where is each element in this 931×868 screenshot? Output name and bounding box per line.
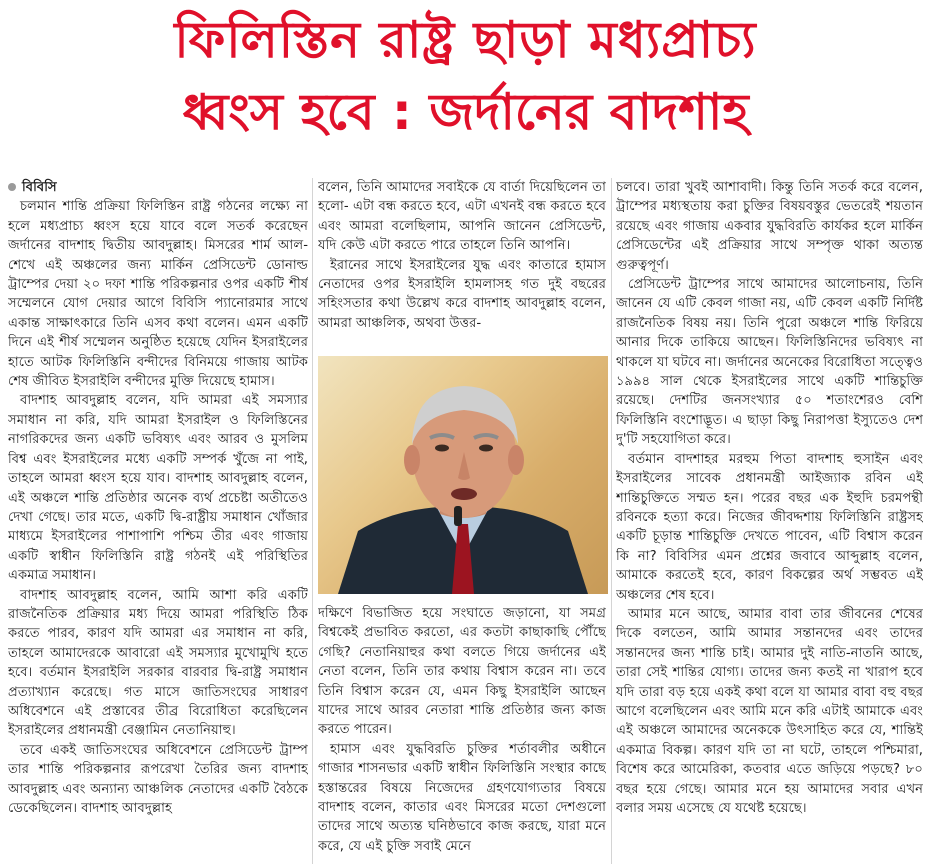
headline-line-2: ধ্বংস হবে : জর্দানের বাদশাহ xyxy=(182,83,749,141)
paragraph: আমার মনে আছে, আমার বাবা তার জীবনের শেষের দিকে বলতেন, আমি আমার সন্তানদের এবং তাদের সন্তানদের জন্য শান্তি চাই। আমার দুই নাতি-নাতনি আছে, তারা সেই শান্তির যোগ্য। তাদের জন্য কতই না খারাপ হবে যদি তারা বড় হয়ে একই কথা বলে যা আমার বাবা বহু বছর আগে বলেছিলেন এবং আমি মনে করি এটাই আমাকে এবং এই অঞ্চলে আমাদের অনেককে উৎসাহিত করে যে, শান্তিই একমাত্র বিকল্প। কারণ যদি তা না ঘটে, তাহলে পশ্চিমারা, বিশেষ করে আমেরিকা, কতবার এতে জড়িয়ে পড়ছে? ৮০ বছর হয়ে গেছে। আমার মনে হয় আমাদের সবার এখন বলার সময় এসেছে যে যথেষ্ট হয়েছে। xyxy=(616,606,923,816)
column-divider xyxy=(312,178,313,864)
column-divider xyxy=(611,178,612,864)
article-column-3 xyxy=(616,178,923,864)
eye xyxy=(479,445,493,452)
article-column-1 xyxy=(8,178,308,864)
headline-line-1: ফিলিস্তিন রাষ্ট্র ছাড়া মধ্যপ্রাচ্য xyxy=(174,11,757,69)
paragraph: বর্তমান বাদশাহর মরহুম পিতা বাদশাহ হুসাইন এবং ইসরাইলের সাবেক প্রধানমন্ত্রী আইজ্যাক রবিন এই শান্তিচুক্তিতে সম্মত হন। পরের বছর এক ইহুদি চরমপন্থী রবিনকে হত্যা করে। নিজের জীবদ্দশায় ফিলিস্তিনি রাষ্ট্রসহ একটি চূড়ান্ত শান্তিচুক্তি দেখতে পাবেন, এটি বিশ্বাস করেন কি না? বিবিসির এমন প্রশ্নের জবাবে আব্দুল্লাহ বলেন, আমাকে করতেই হবে, কারণ বিকল্পের অর্থ সম্ভবত এই অঞ্চলের শেষ হবে। xyxy=(616,451,923,603)
paragraph: দক্ষিণে বিভাজিত হয়ে সংঘাতে জড়ানো, যা সমগ্র বিশ্বকেই প্রভাবিত করতো, এর কতটা কাছাকাছি পৌঁছে গেছি? নেতানিয়াহুর কথা বলতে গিয়ে জর্দানের এই নেতা বলেন, তিনি তার কথায় বিশ্বাস করেন না। তবে তিনি বিশ্বাস করেন যে, এমন কিছু ইসরাইলি আছেন যাদের সাথে আরব নেতারা শান্তি প্রতিষ্ঠার জন্য কাজ করতে পারেন। xyxy=(318,606,606,738)
bullet-icon xyxy=(8,183,16,191)
column-2-top-text xyxy=(318,178,606,350)
paragraph: তবে একই জাতিসংঘের অধিবেশনে প্রেসিডেন্ট ট্রাম্প তার শান্তি পরিকল্পনার রূপরেখা তৈরির জন্য বাদশাহ আবদুল্লাহ এবং অন্যান্য আঞ্চলিক নেতাদের একটি বৈঠকে ডেকেছিলেন। বাদশাহ আবদুল্লাহ xyxy=(8,742,308,816)
ear-shape xyxy=(404,445,420,475)
eye xyxy=(435,445,449,452)
paragraph: বাদশাহ আবদুল্লাহ বলেন, আমি আশা করি একটি রাজনৈতিক প্রক্রিয়ার মধ্য দিয়ে আমরা পরিস্থিতি ঠিক করতে পারব, কারণ যদি আমরা এর সমাধান না করি, তাহলে আমাদেরকে আবারো এই সমস্যার মুখোমুখি হতে হবে। বর্তমান ইসরাইলি সরকার বারবার দ্বি-রাষ্ট্র সমাধান প্রত্যাখ্যান করেছে। গত মাসে জাতিসংঘের সাধারণ অধিবেশনে এই প্রস্তাবের তীব্র বিরোধিতা করেছিলেন ইসরাইলের প্রধানমন্ত্রী বেঞ্জামিন নেতানিয়াহু। xyxy=(8,587,308,739)
paragraph: চলমান শান্তি প্রক্রিয়া ফিলিস্তিন রাষ্ট্র গঠনের লক্ষ্যে না হলে মধ্যপ্রাচ্য ধ্বংস হয়ে যাবে বলে সতর্ক করেছেন জর্দানের বাদশাহ দ্বিতীয় আবদুল্লাহ। মিসরের শার্ম আল-শেখে এই অঞ্চলের জন্য মার্কিন প্রেসিডেন্ট ডোনাল্ড ট্রাম্পের দেয়া ২০ দফা শান্তি পরিকল্পনার ওপর একটি শীর্ষ সম্মেলনে যোগ দেয়ার আগে বিবিসি প্যানোরমার সাথে একান্ত সাক্ষাৎকারে তিনি এসব কথা বলেন। এমন একটি দিনে এই শীর্ষ সম্মেলন অনুষ্ঠিত হয়েছে যেদিন ইসরাইলের হাতে আটক ফিলিস্তিনি বন্দীদের বিনিময়ে গাজায় আটক শেষ জীবিত ইসরাইলি বন্দীদের মুক্তি দিয়েছে হামাস। xyxy=(8,199,308,390)
headline xyxy=(0,4,931,148)
paragraph: হামাস এবং যুদ্ধবিরতি চুক্তির শর্তাবলীর অধীনে গাজার শাসনভার একটি স্বাধীন ফিলিস্তিনি সংস্থার কাছে হস্তান্তরের বিষয়ে নিজেদের গ্রহণযোগ্যতার বিষয়ে বাদশাহ বলেন, কাতার এবং মিসরের মতো দেশগুলো তাদের সাথে অত্যন্ত ঘনিষ্ঠভাবে কাজ করছে, যারা মনে করে, যে এই চুক্তি সবাই মেনে xyxy=(318,741,606,854)
byline xyxy=(8,178,308,197)
paragraph: ইরানের সাথে ইসরাইলের যুদ্ধ এবং কাতারে হামাস নেতাদের ওপর ইসরাইলি হামলাসহ গত দুই বছরের সহিংসতার কথা উল্লেখ করে বাদশাহ আবদুল্লাহ বলেন, আমরা আঞ্চলিক, অথবা উত্তর- xyxy=(318,257,606,331)
column-2-bottom-text xyxy=(318,604,606,864)
byline-source: বিবিসি xyxy=(22,180,57,195)
paragraph: প্রেসিডেন্ট ট্রাম্পের সাথে আমাদের আলোচনায়, তিনি জানেন যে এটি কেবল গাজা নয়, এটি কেবল একটি নির্দিষ্ট রাজনৈতিক বিষয় নয়। তিনি পুরো অঞ্চলে শান্তি ফিরিয়ে আনার দিকে তাকিয়ে আছেন। ফিলিস্তিনিদের ভবিষ্যৎ না থাকলে যা ঘটবে না। জর্দানের অনেকের বিরোধিতা সত্ত্বেও ১৯৯৪ সাল থেকে ইসরাইলের সাথে একটি শান্তিচুক্তি রয়েছে। দেশটির জনসংখ্যার ৫০ শতাংশেরও বেশি ফিলিস্তিনি বংশোদ্ভূত। এ ছাড়া কিছু নিরাপত্তা ইস্যুতেও দেশ দু'টি সহযোগিতা করে। xyxy=(616,277,923,448)
portrait-illustration xyxy=(318,356,608,594)
portrait-photo xyxy=(318,356,608,594)
mouth xyxy=(451,488,477,500)
microphone xyxy=(454,506,462,526)
paragraph: বলেন, তিনি আমাদের সবাইকে যে বার্তা দিয়েছিলেন তা হলো- এটা বন্ধ করতে হবে, এটা এখনই বন্ধ করতে হবে এবং আমরা বলেছিলাম, আপনি জানেন প্রেসিডেন্ট, যদি কেউ এটা করতে পারে তাহলে তিনি আপনি। xyxy=(318,180,606,254)
paragraph: বাদশাহ আবদুল্লাহ বলেন, যদি আমরা এই সমস্যার সমাধান না করি, যদি আমরা ইসরাইল ও ফিলিস্তিনের নাগরিকদের জন্য একটি ভবিষ্যৎ এবং আরব ও মুসলিম বিশ্ব এবং ইসরাইলের মধ্যে একটি সম্পর্ক খুঁজে না পাই, তাহলে আমরা ধ্বংস হয়ে যাব। বাদশাহ আবদুল্লাহ বলেন, এই অঞ্চলে শান্তি প্রতিষ্ঠার অনেক ব্যর্থ প্রচেষ্টা অতীতেও দেখা গেছে। তার মতে, একটি দ্বি-রাষ্ট্রীয় সমাধান খোঁজার মাধ্যমে ইসরাইলের পাশাপাশি পশ্চিম তীর এবং গাজায় একটি স্বাধীন ফিলিস্তিনি রাষ্ট্র গঠনই এই পরিস্থিতির একমাত্র সমাধান। xyxy=(8,393,308,584)
paragraph: চলবে। তারা খুবই আশাবাদী। কিন্তু তিনি সতর্ক করে বলেন, ট্রাম্পের মধ্যস্থতায় করা চুক্তির বিষয়বস্তুর ভেতরেই শয়তান রয়েছে এবং গাজায় একবার যুদ্ধবিরতি কার্যকর হলে মার্কিন প্রেসিডেন্টের এই প্রক্রিয়ার সাথে সম্পৃক্ত থাকা অত্যন্ত গুরুত্বপূর্ণ। xyxy=(616,180,923,273)
ear-shape xyxy=(508,445,524,475)
